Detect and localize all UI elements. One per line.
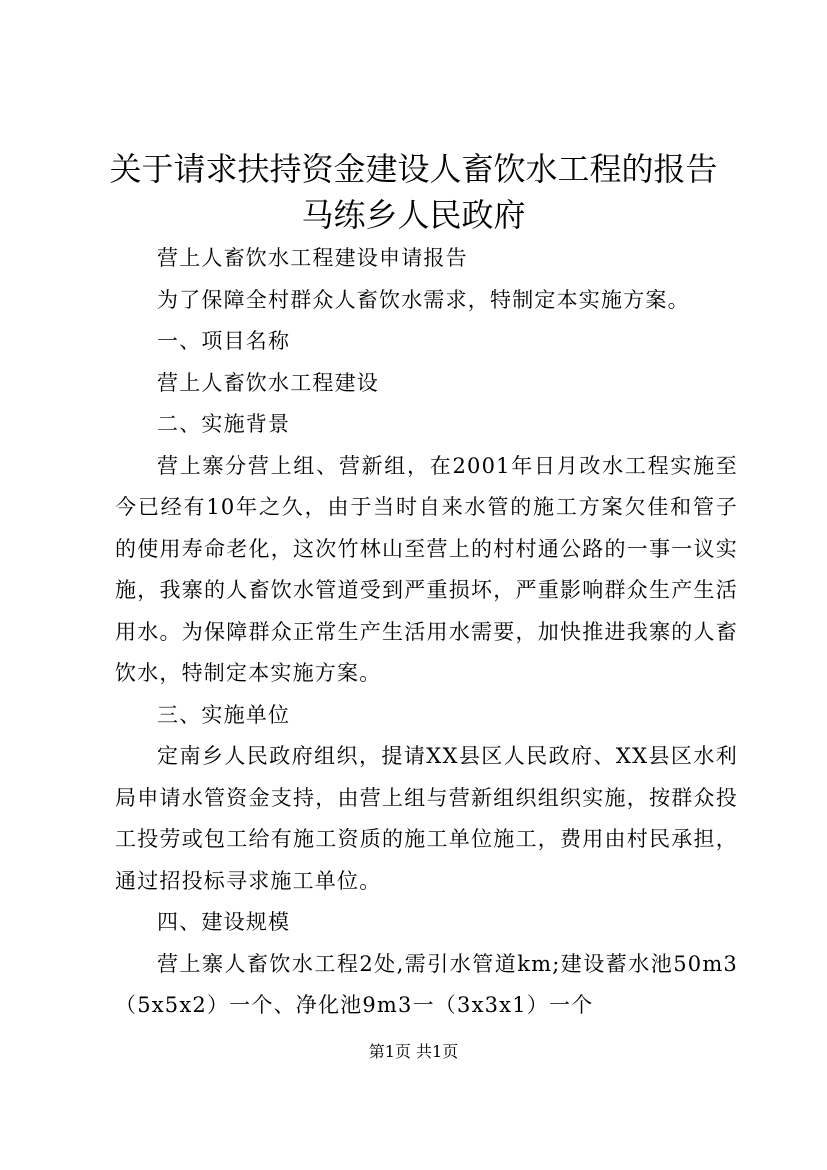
paragraph-construction-scale: 营上寨人畜饮水工程2处,需引水管道km;建设蓄水池50m3（5x5x2）一个、净化池9m3一（3x3x1）一个	[115, 951, 738, 1017]
paragraph-project-name: 营上人畜饮水工程建设	[157, 370, 379, 395]
document-body	[115, 238, 738, 1027]
heading-construction-scale: 四、建设规模	[157, 910, 291, 934]
paragraph-report-subtitle: 营上人畜饮水工程建设申请报告	[157, 246, 468, 270]
heading-implementing-unit: 三、实施单位	[157, 702, 291, 727]
heading-project-name: 一、项目名称	[157, 329, 291, 353]
paragraph-purpose: 为了保障全村群众人畜饮水需求，特制定本实施方案。	[157, 287, 690, 312]
heading-background: 二、实施背景	[157, 412, 291, 436]
paragraph-implementing-unit: 定南乡人民政府组织，提请XX县区人民政府、XX县区水利局申请水管资金支持，由营上组与营新组织组织实施，按群众投工投劳或包工给有施工资质的施工单位施工，费用由村民承担，通过招投标寻求施工单位。	[115, 744, 738, 893]
page-footer: 第1页 共1页	[368, 1042, 459, 1061]
paragraph-background: 营上寨分营上组、营新组，在2001年日月改水工程实施至今已经有10年之久，由于当时自来水管的施工方案欠佳和管子的使用寿命老化，这次竹林山至营上的村村通公路的一事一议实施，我寨的人畜饮水管道受到严重损坏，严重影响群众生产生活用水。为保障群众正常生产生活用水需要，加快推进我寨的人畜饮水，特制定本实施方案。	[115, 453, 738, 685]
document-title: 关于请求扶持资金建设人畜饮水工程的报告马练乡人民政府	[109, 150, 718, 234]
